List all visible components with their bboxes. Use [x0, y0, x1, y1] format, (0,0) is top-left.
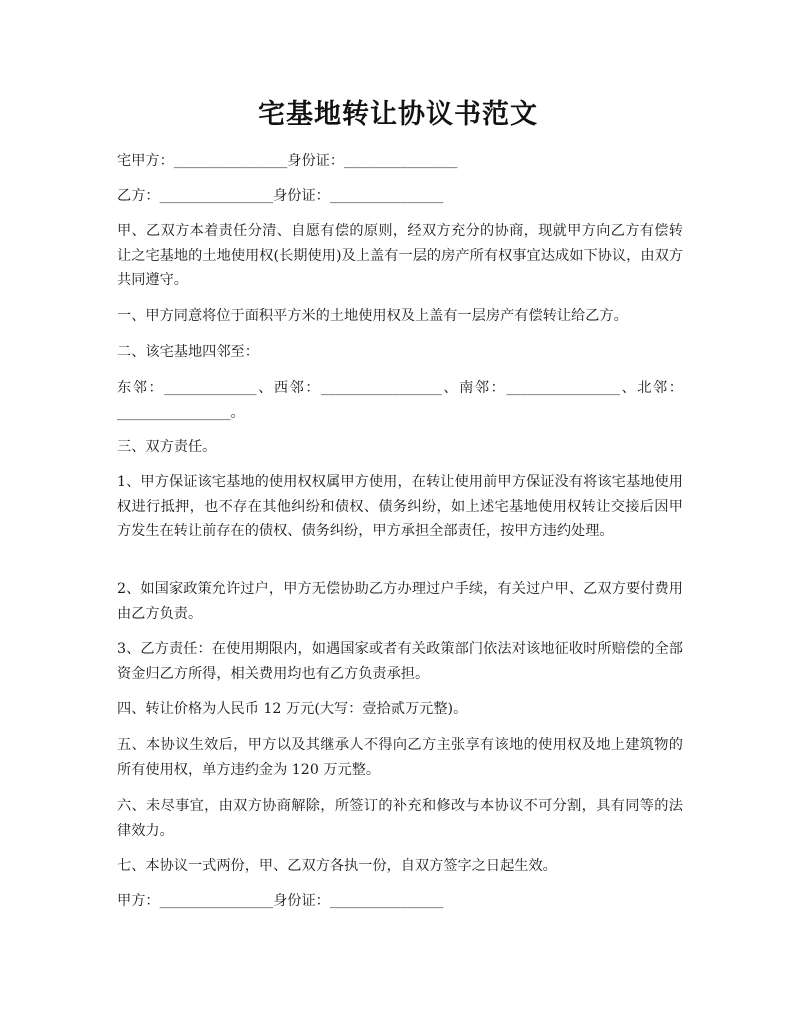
clause-4-price: 四、转让价格为人民币 12 万元(大写：壹拾贰万元整)。 [117, 701, 468, 717]
clause-6-misc: 六、未尽事宜，由双方协商解除，所签订的补充和修改与本协议不可分割，具有同等的法律效力。 [117, 798, 683, 839]
clause-1: 一、甲方同意将位于面积平方米的土地使用权及上盖有一层房产有偿转让给乙方。 [117, 308, 628, 324]
responsibility-2: 2、如国家政策允许过户，甲方无偿协助乙方办理过户手续，有关过户甲、乙双方要付费用由乙方负责。 [117, 581, 683, 622]
party-a-line: 宅甲方：________________身份证：________________ [117, 153, 458, 169]
clause-3-heading: 三、双方责任。 [117, 439, 217, 455]
responsibility-3: 3、乙方责任：在使用期限内，如遇国家或者有关政策部门依法对该地征收时所赔偿的全部资金归乙方所得，相关费用均也有乙方负责承担。 [117, 641, 683, 682]
neighbors-line: 东邻：_____________、西邻：_________________、南邻：________________、北邻：________________。 [117, 380, 683, 421]
document-title: 宅基地转让协议书范文 [258, 99, 538, 130]
clause-7-copies: 七、本协议一式两份，甲、乙双方各执一份，自双方签字之日起生效。 [117, 858, 557, 874]
signature-party-a-line: 甲方：________________身份证：________________ [117, 893, 444, 909]
party-b-line: 乙方：________________身份证：________________ [117, 188, 444, 204]
clause-2-heading: 二、该宅基地四邻至： [117, 344, 259, 360]
preamble-paragraph: 甲、乙双方本着责任分清、自愿有偿的原则，经双方充分的协商，现就甲方向乙方有偿转让之宅基地的土地使用权(长期使用)及上盖有一层的房产所有权事宜达成如下协议，由双方共同遵守。 [117, 223, 683, 288]
responsibility-1: 1、甲方保证该宅基地的使用权权属甲方使用，在转让使用前甲方保证没有将该宅基地使用权进行抵押，也不存在其他纠纷和债权、债务纠纷，如上述宅基地使用权转让交接后因甲方发生在转让前存在的债权、债务纠纷，甲方承担全部责任，按甲方违约处理。 [117, 474, 683, 539]
clause-5-effect: 五、本协议生效后，甲方以及其继承人不得向乙方主张享有该地的使用权及地上建筑物的所有使用权，单方违约金为 120 万元整。 [117, 737, 683, 778]
